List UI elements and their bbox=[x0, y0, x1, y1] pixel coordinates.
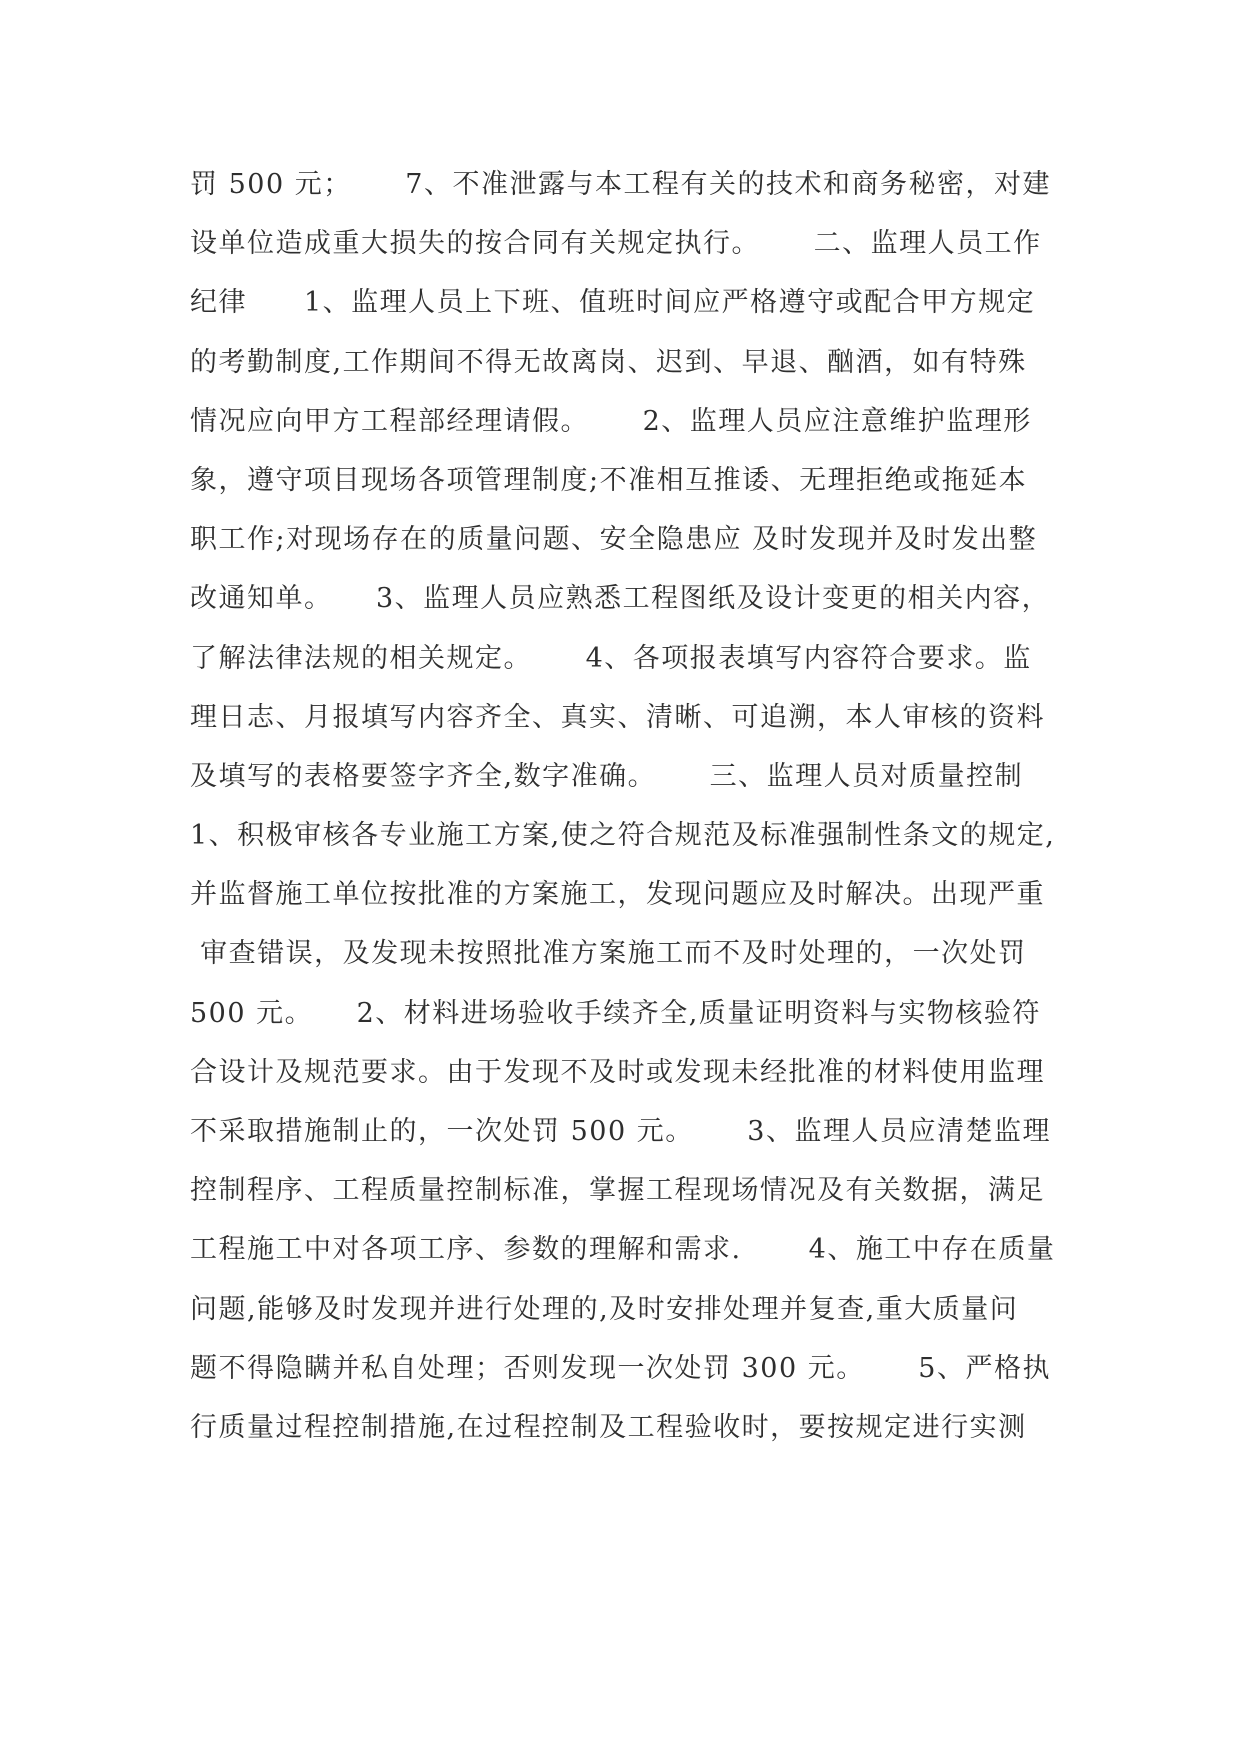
body-text bbox=[190, 155, 1060, 1457]
text-line-7: 职工作;对现场存在的质量问题、安全隐患应 及时发现并及时发出整 bbox=[190, 524, 1038, 556]
text-line-3: 纪律 1、监理人员上下班、值班时间应严格遵守或配合甲方规定 bbox=[190, 287, 1036, 319]
text-line-15: 500 元。 2、材料进场验收手续齐全,质量证明资料与实物核验符 bbox=[190, 997, 1041, 1029]
text-line-2: 设单位造成重大损失的按合同有关规定执行。 二、监理人员工作 bbox=[190, 228, 1042, 260]
text-line-17: 不采取措施制止的，一次处罚 500 元。 3、监理人员应清楚监理 bbox=[190, 1116, 1051, 1147]
text-line-18: 控制程序、工程质量控制标准，掌握工程现场情况及有关数据，满足 bbox=[190, 1175, 1045, 1207]
text-line-10: 理日志、月报填写内容齐全、真实、清晰、可追溯，本人审核的资料 bbox=[190, 701, 1045, 733]
text-line-4: 的考勤制度,工作期间不得无故离岗、迟到、早退、酗酒，如有特殊 bbox=[190, 346, 1027, 378]
text-line-1: 罚 500 元； 7、不准泄露与本工程有关的技术和商务秘密，对建 bbox=[190, 169, 1051, 200]
text-line-12: 1、积极审核各专业施工方案,使之符合规范及标准强制性条文的规定, bbox=[190, 820, 1056, 852]
text-line-19: 工程施工中对各项工序、参数的理解和需求. 4、施工中存在质量 bbox=[190, 1234, 1056, 1266]
text-line-20: 问题,能够及时发现并进行处理的,及时安排处理并复查,重大质量问 bbox=[190, 1293, 1019, 1325]
text-line-22: 行质量过程控制措施,在过程控制及工程验收时，要按规定进行实测 bbox=[190, 1411, 1027, 1443]
text-line-8: 改通知单。 3、监理人员应熟悉工程图纸及设计变更的相关内容， bbox=[190, 583, 1051, 615]
text-line-14: 审查错误，及发现未按照批准方案施工而不及时处理的，一次处罚 bbox=[190, 938, 1027, 970]
text-line-21: 题不得隐瞒并私自处理；否则发现一次处罚 300 元。 5、严格执 bbox=[190, 1352, 1051, 1384]
text-line-9: 了解法律法规的相关规定。 4、各项报表填写内容符合要求。监 bbox=[190, 642, 1032, 674]
text-line-5: 情况应向甲方工程部经理请假。 2、监理人员应注意维护监理形 bbox=[190, 405, 1032, 437]
text-line-16: 合设计及规范要求。由于发现不及时或发现未经批准的材料使用监理 bbox=[190, 1056, 1045, 1088]
text-line-11: 及填写的表格要签字齐全,数字准确。 三、监理人员对质量控制 bbox=[190, 760, 1024, 792]
text-line-6: 象，遵守项目现场各项管理制度;不准相互推诿、无理拒绝或拖延本 bbox=[190, 464, 1028, 496]
text-line-13: 并监督施工单位按批准的方案施工，发现问题应及时解决。出现严重 bbox=[190, 879, 1045, 911]
